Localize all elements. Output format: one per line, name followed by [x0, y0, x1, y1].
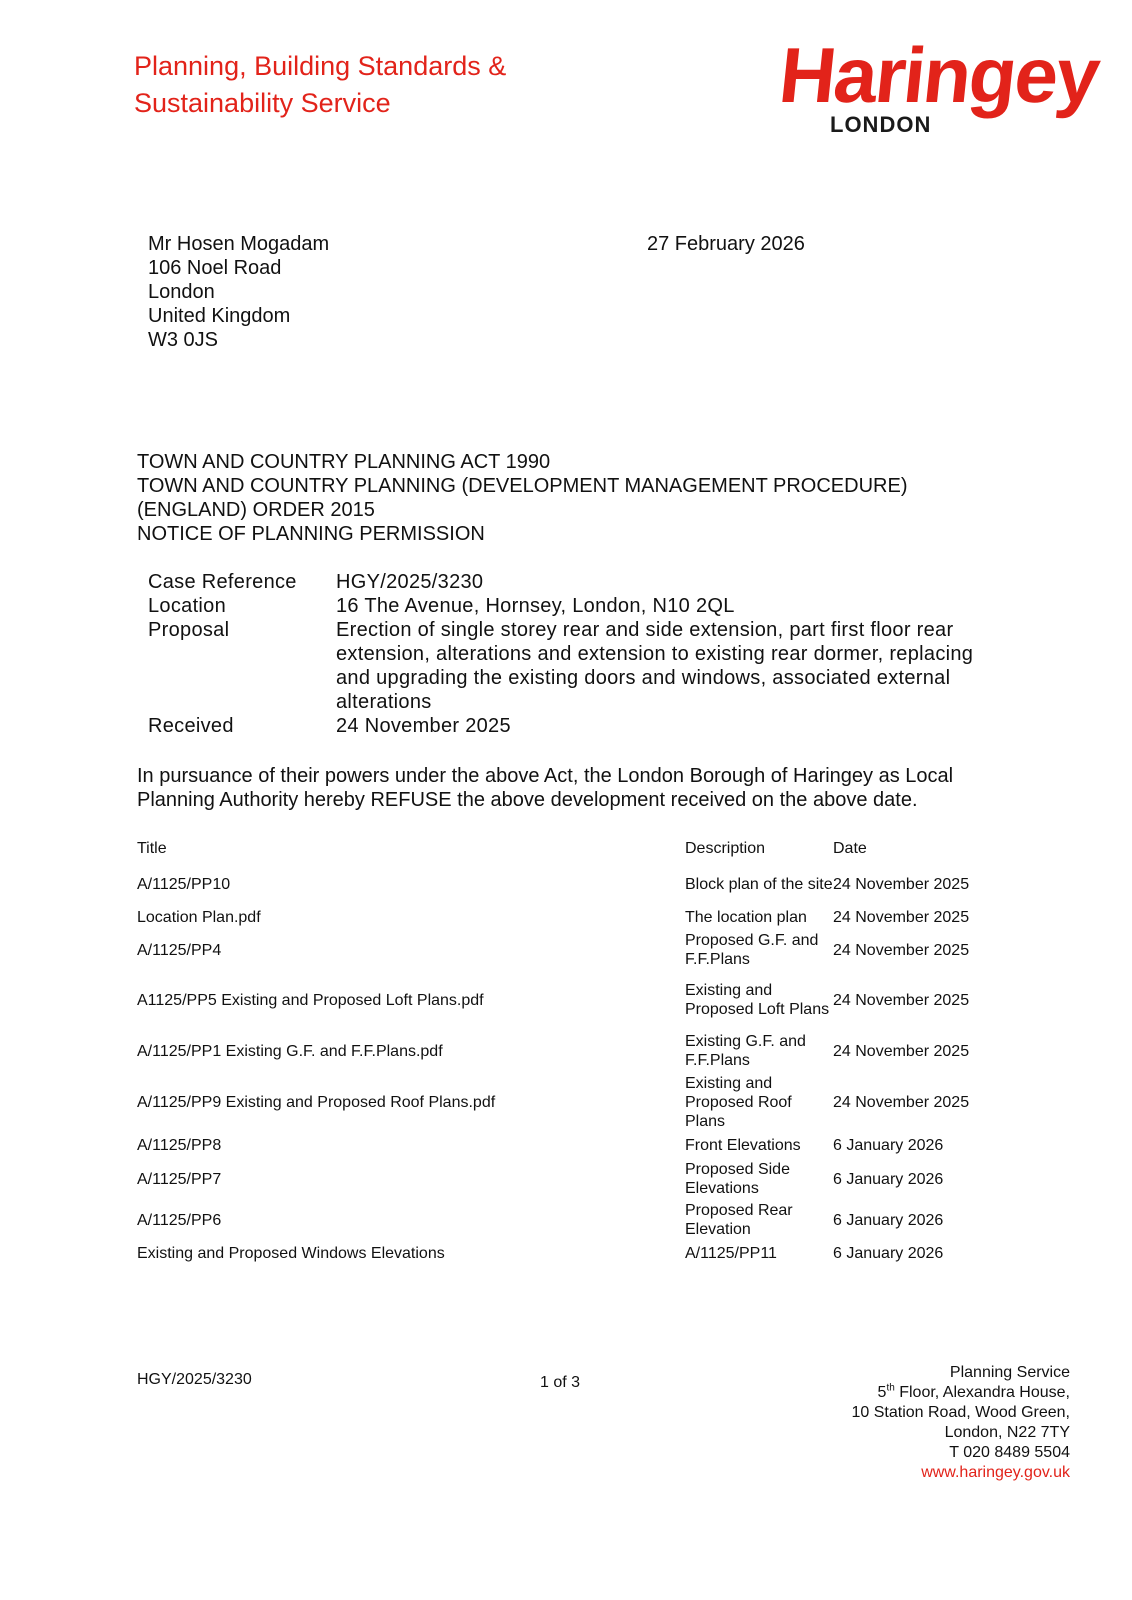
plan-title: A1125/PP5 Existing and Proposed Loft Plans.pdf	[137, 991, 484, 1009]
notice-title: NOTICE OF PLANNING PERMISSION	[137, 523, 485, 545]
received-label: Received	[148, 715, 234, 737]
table-row	[137, 930, 1017, 970]
plan-date: 6 January 2026	[833, 1136, 944, 1154]
plan-date: 24 November 2025	[833, 1093, 970, 1111]
table-row	[137, 1072, 1017, 1132]
table-row	[137, 970, 1017, 1030]
act-headings	[137, 450, 907, 546]
table-row	[137, 1132, 1017, 1158]
plan-description: A/1125/PP11	[685, 1244, 777, 1262]
plan-title: A/1125/PP8	[137, 1136, 222, 1154]
footer-office-name: Planning Service	[949, 1364, 1070, 1381]
plan-date: 24 November 2025	[833, 991, 970, 1009]
column-header-date: Date	[833, 839, 867, 857]
recipient-name: Mr Hosen Mogadam	[148, 233, 330, 255]
footer-floor-building: Floor, Alexandra House,	[894, 1384, 1070, 1401]
plan-title: Location Plan.pdf	[137, 908, 261, 926]
service-title-line-1: Planning, Building Standards &	[134, 51, 507, 81]
plan-title: A/1125/PP10	[137, 875, 231, 893]
plan-date: 6 January 2026	[833, 1170, 944, 1188]
plan-date: 24 November 2025	[833, 908, 970, 926]
letter-date: 27 February 2026	[647, 233, 805, 255]
table-row	[137, 864, 1017, 904]
table-row	[137, 1030, 1017, 1072]
recipient-country: United Kingdom	[148, 305, 291, 327]
plan-title: A/1125/PP9 Existing and Proposed Roof Plans.pdf	[137, 1093, 496, 1111]
case-details	[148, 570, 996, 738]
footer-floor-suffix: th	[886, 1382, 895, 1394]
recipient-street: 106 Noel Road	[148, 257, 282, 279]
plan-title: A/1125/PP7	[137, 1170, 222, 1188]
location-label: Location	[148, 595, 227, 617]
plan-description: The location plan	[685, 908, 807, 926]
plan-title: Existing and Proposed Windows Elevations	[137, 1244, 445, 1262]
plan-description: Existing and Proposed Roof Plans	[685, 1074, 792, 1130]
plan-description: Existing and Proposed Loft Plans	[685, 982, 830, 1018]
footer-website-link[interactable]: www.haringey.gov.uk	[921, 1464, 1070, 1481]
received-value: 24 November 2025	[336, 715, 511, 737]
proposal-value: Erection of single storey rear and side extension, part first floor rear extension, alterations and extension to existing rear dormer, replacing and upgrading the existing doors and windows, associated external alterations	[336, 619, 974, 713]
proposal-row	[148, 618, 996, 714]
plan-description: Existing G.F. and F.F.Plans	[685, 1033, 806, 1069]
footer-street: 10 Station Road, Wood Green,	[851, 1404, 1070, 1421]
footer-floor-number: 5	[877, 1384, 887, 1401]
plan-date: 6 January 2026	[833, 1211, 944, 1229]
plan-description: Block plan of the site	[685, 875, 833, 893]
plan-date: 24 November 2025	[833, 1042, 970, 1060]
plan-description: Front Elevations	[685, 1136, 801, 1154]
act-heading: TOWN AND COUNTRY PLANNING (DEVELOPMENT MANAGEMENT PROCEDURE)	[137, 475, 908, 497]
page-number: 1 of 3	[540, 1374, 581, 1391]
service-title-line-2: Sustainability Service	[134, 88, 391, 118]
proposal-label: Proposal	[148, 619, 230, 641]
recipient-city: London	[148, 281, 215, 303]
plans-table-header	[137, 832, 1017, 864]
received-row	[148, 714, 996, 738]
plan-title: A/1125/PP1 Existing G.F. and F.F.Plans.pdf	[137, 1042, 443, 1060]
logo-wordmark: Haringey	[775, 31, 1103, 119]
recipient-address	[148, 232, 329, 352]
case-reference-row	[148, 570, 996, 594]
footer-city: London, N22 7TY	[944, 1424, 1070, 1441]
table-row	[137, 904, 1017, 930]
table-row	[137, 1158, 1017, 1200]
table-row	[137, 1200, 1017, 1240]
footer-phone: T 020 8489 5504	[949, 1444, 1070, 1461]
plan-description: Proposed G.F. and F.F.Plans	[685, 932, 819, 968]
haringey-logo	[775, 30, 1103, 140]
location-row	[148, 594, 996, 618]
location-value: 16 The Avenue, Hornsey, London, N10 2QL	[336, 595, 735, 617]
decision-statement: In pursuance of their powers under the above Act, the London Borough of Haringey as Local Planning Authority hereby REFUSE the above development received on the above date.	[137, 765, 954, 811]
plan-title: A/1125/PP6	[137, 1211, 222, 1229]
column-header-title: Title	[137, 839, 167, 857]
logo-subtitle: LONDON	[830, 112, 932, 137]
plan-date: 24 November 2025	[833, 941, 970, 959]
act-heading: (ENGLAND) ORDER 2015	[137, 499, 375, 521]
plan-title: A/1125/PP4	[137, 941, 222, 959]
act-heading: TOWN AND COUNTRY PLANNING ACT 1990	[137, 451, 551, 473]
plan-description: Proposed Side Elevations	[685, 1161, 790, 1197]
plan-date: 24 November 2025	[833, 875, 970, 893]
footer-case-reference: HGY/2025/3230	[137, 1371, 252, 1388]
service-title	[134, 48, 594, 122]
recipient-postcode: W3 0JS	[148, 329, 219, 351]
plans-table	[137, 832, 1017, 1266]
footer-floor	[851, 1383, 1070, 1403]
column-header-description: Description	[685, 839, 766, 857]
table-row	[137, 1240, 1017, 1266]
plan-description: Proposed Rear Elevation	[685, 1202, 793, 1238]
case-reference-value: HGY/2025/3230	[336, 571, 484, 593]
case-reference-label: Case Reference	[148, 571, 297, 593]
plan-date: 6 January 2026	[833, 1244, 944, 1262]
footer-office-address	[851, 1363, 1070, 1483]
